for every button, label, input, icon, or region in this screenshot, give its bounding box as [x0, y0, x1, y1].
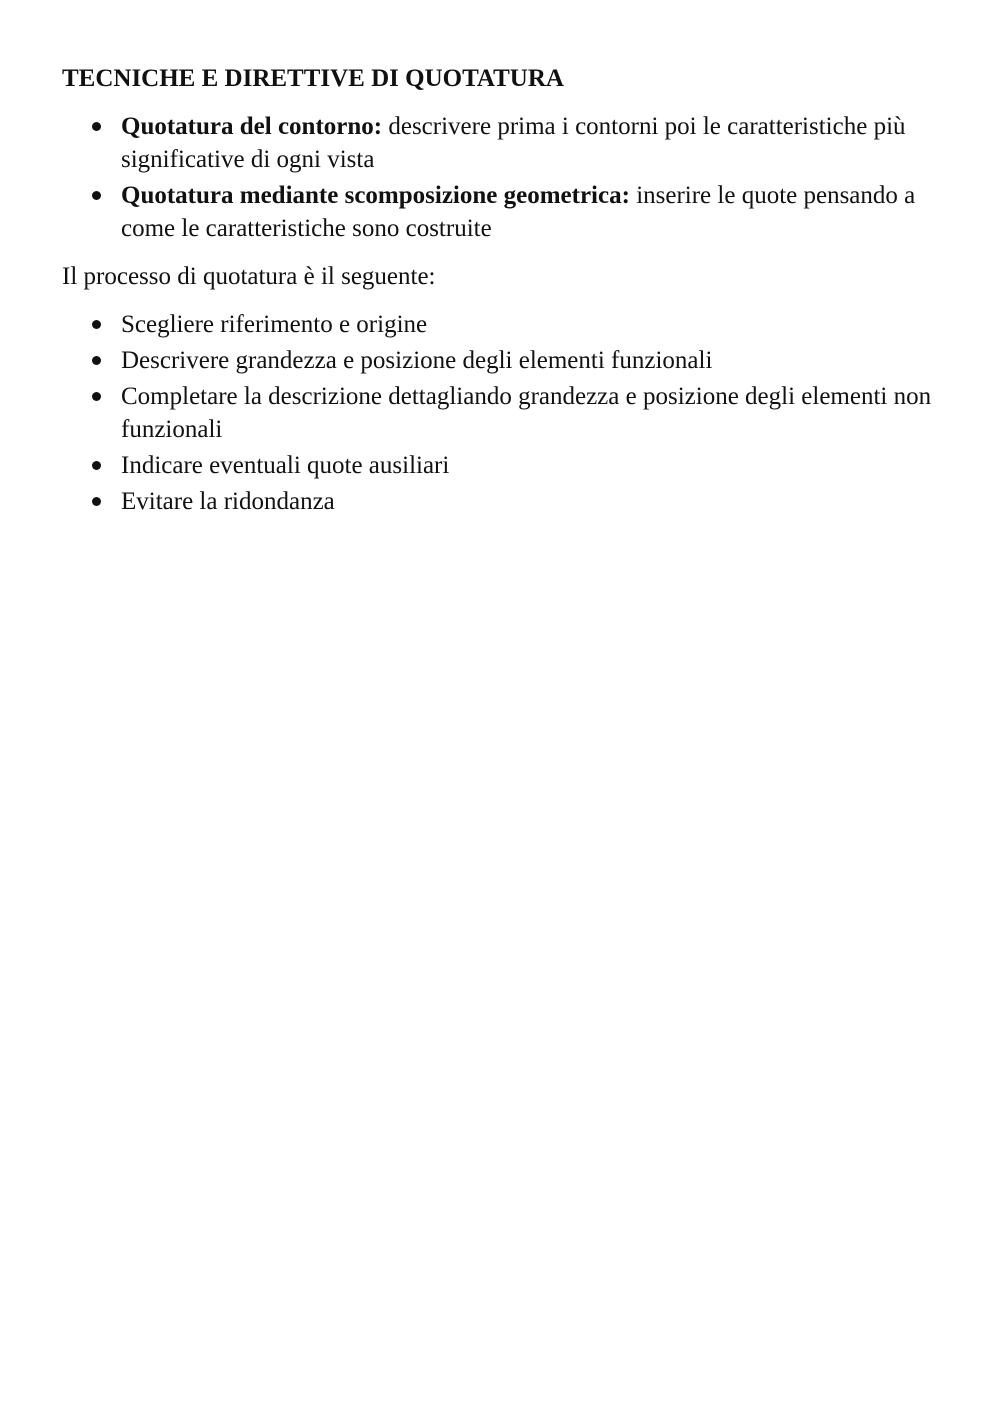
- technique-term: Quotatura mediante scomposizione geometrica:: [121, 182, 630, 209]
- process-step-text: Descrivere grandezza e posizione degli elementi funzionali: [121, 347, 713, 374]
- list-item: [62, 449, 942, 482]
- list-item: [62, 110, 942, 176]
- process-step-text: Completare la descrizione dettagliando grandezza e posizione degli elementi non funzionali: [121, 383, 932, 443]
- process-step-text: Evitare la ridondanza: [121, 488, 335, 515]
- list-item: [62, 344, 942, 377]
- list-item: [62, 308, 942, 341]
- bullet-icon: [92, 356, 101, 365]
- process-intro: Il processo di quotatura è il seguente:: [62, 263, 436, 290]
- technique-text: descrivere prima i contorni poi le caratteristiche più significative di ogni vista: [121, 113, 906, 173]
- bullet-icon: [92, 320, 101, 329]
- process-steps-list: [62, 308, 942, 518]
- technique-term: Quotatura del contorno:: [121, 113, 383, 140]
- bullet-icon: [92, 497, 101, 506]
- bullet-icon: [92, 191, 101, 200]
- list-item: [62, 179, 942, 245]
- process-step-text: Scegliere riferimento e origine: [121, 311, 428, 338]
- techniques-list: [62, 110, 942, 245]
- document-title: TECNICHE E DIRETTIVE DI QUOTATURA: [62, 65, 564, 92]
- process-step-text: Indicare eventuali quote ausiliari: [121, 452, 450, 479]
- list-item: [62, 485, 942, 518]
- document-content: [62, 62, 942, 521]
- bullet-icon: [92, 122, 101, 131]
- bullet-icon: [92, 461, 101, 470]
- technique-text: inserire le quote pensando a come le caratteristiche sono costruite: [121, 182, 916, 242]
- list-item: [62, 380, 942, 446]
- bullet-icon: [92, 392, 101, 401]
